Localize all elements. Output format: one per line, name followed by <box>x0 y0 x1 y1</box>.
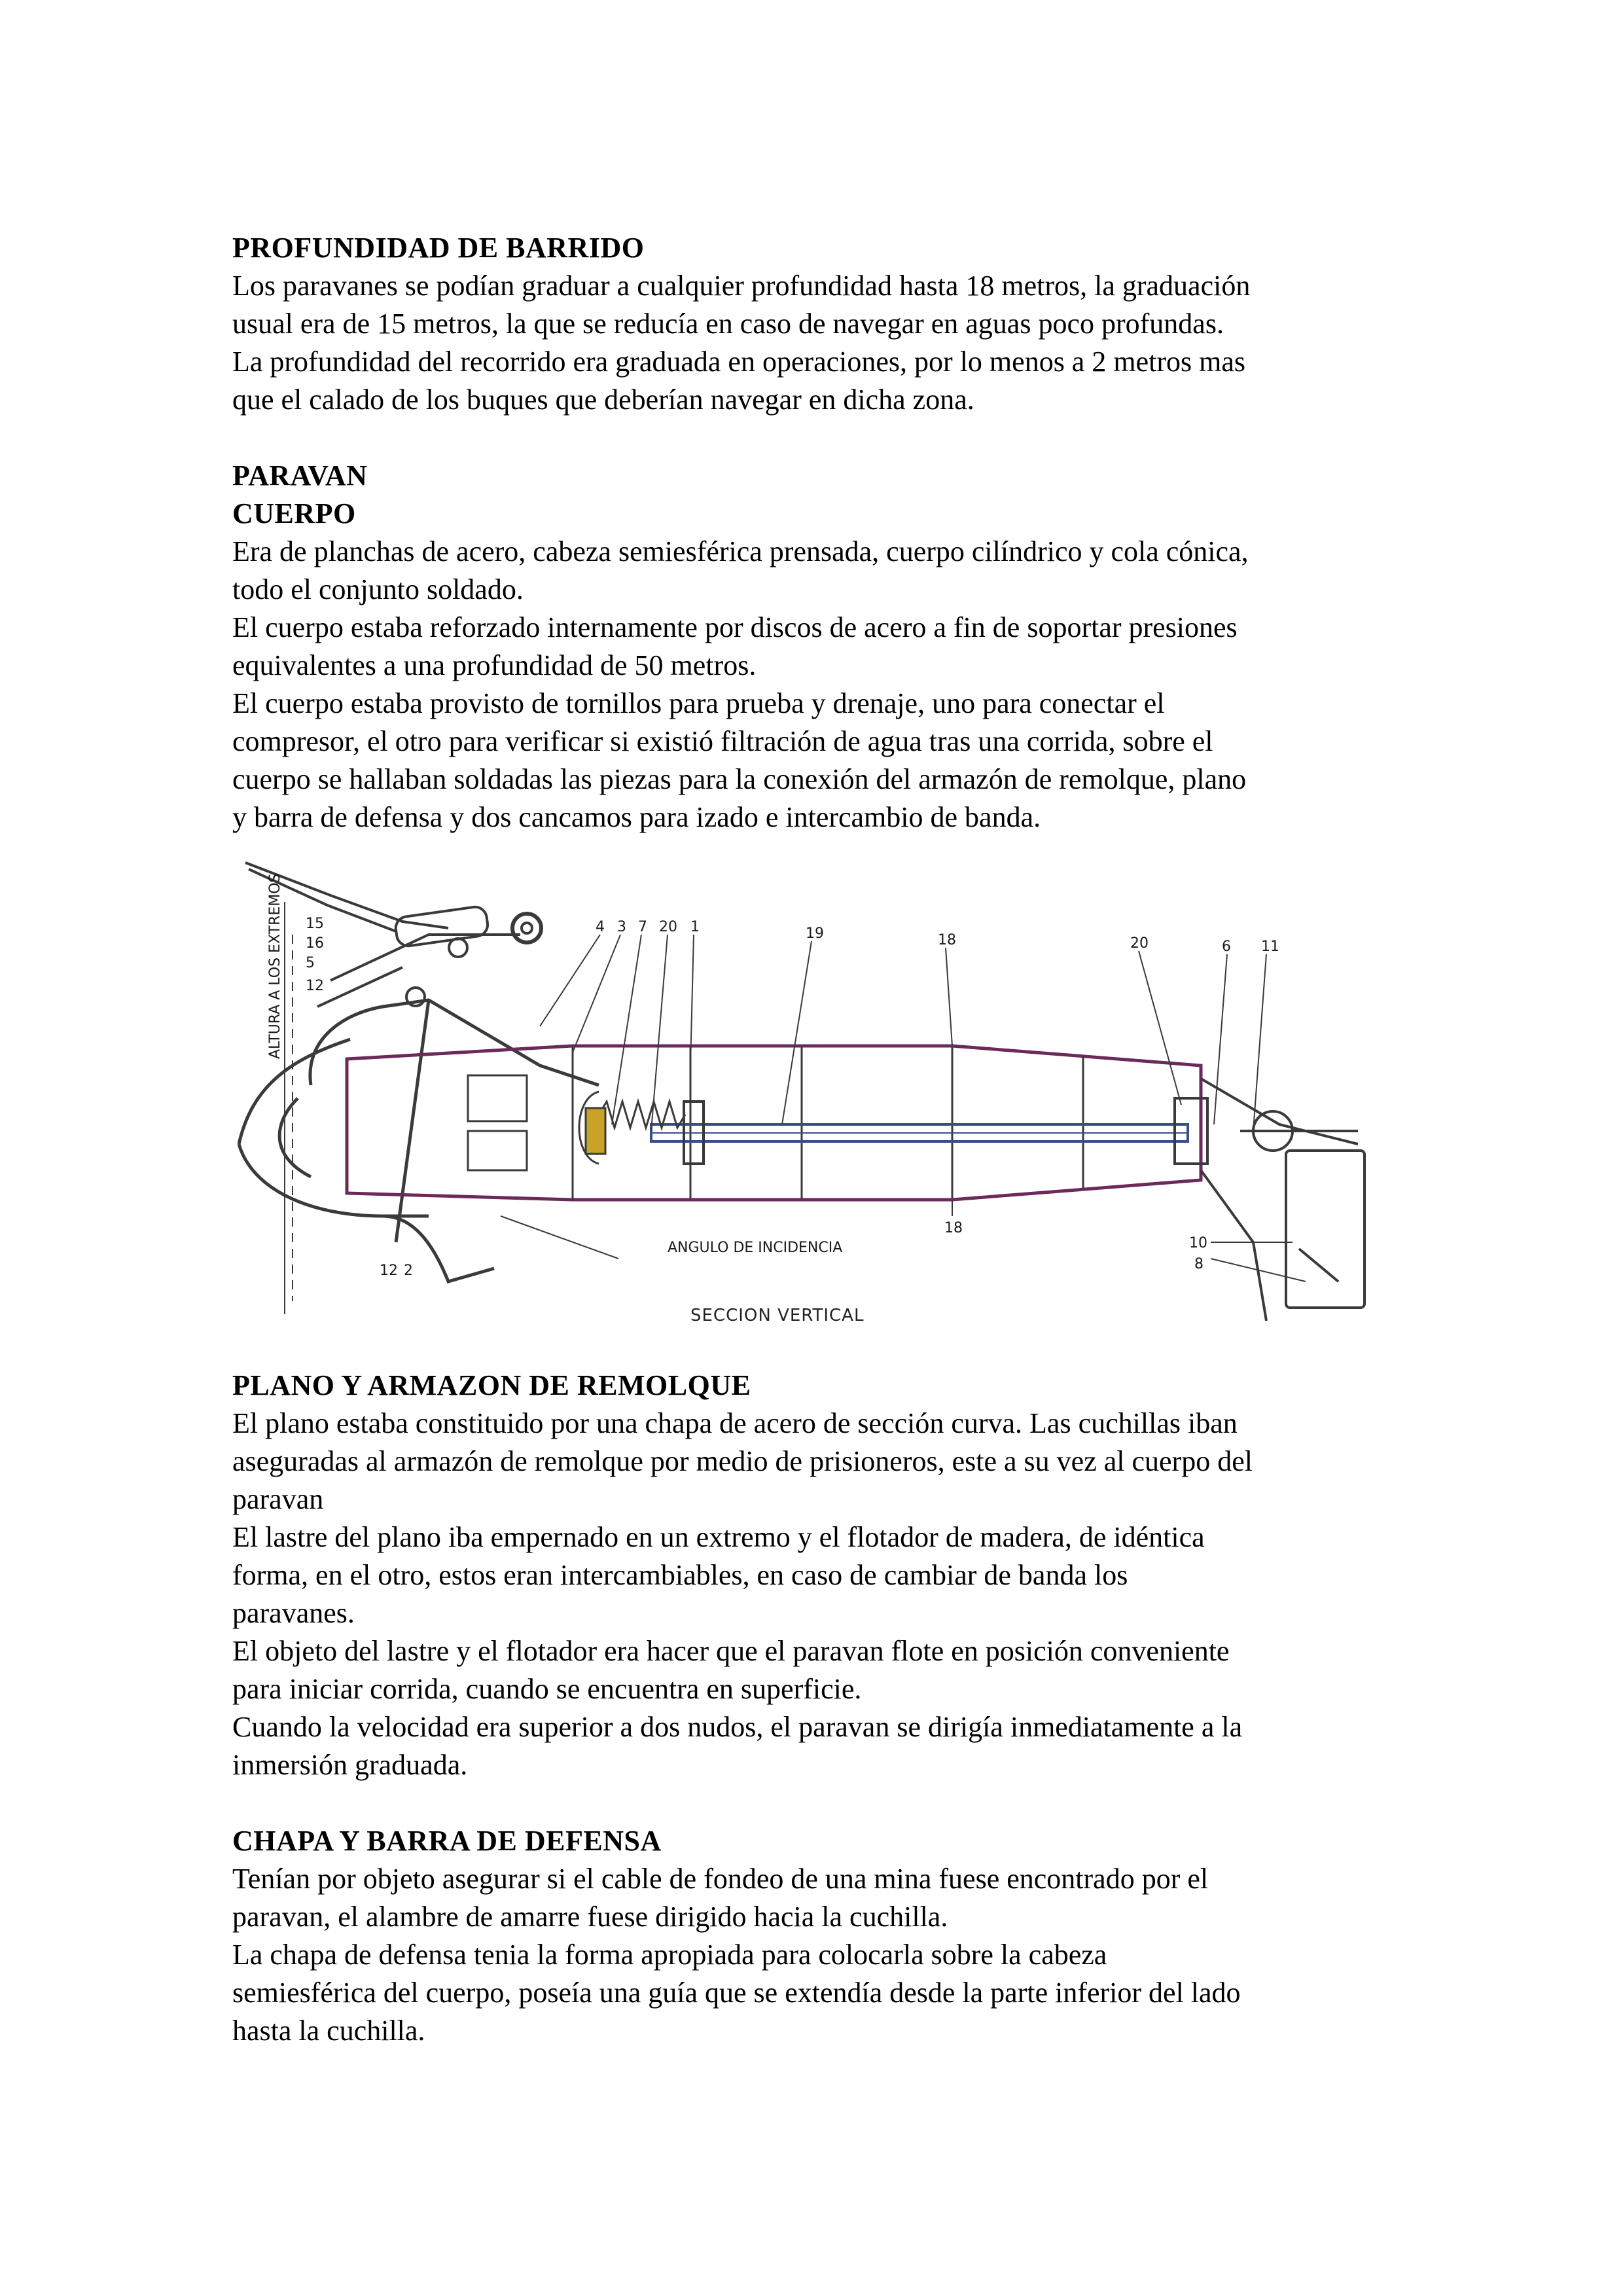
towing-arm <box>245 863 541 1007</box>
paragraph-line: El cuerpo estaba provisto de tornillos para prueba y drenaje, uno para conectar el <box>232 687 1165 719</box>
part-number-3: 3 <box>617 919 626 935</box>
paragraph-line: que el calado de los buques que deberían navegar en dicha zona. <box>232 384 974 416</box>
section-heading-profundidad: PROFUNDIDAD DE BARRIDO <box>232 232 645 264</box>
paravan-section-diagram <box>232 850 1384 1347</box>
paragraph-line: El objeto del lastre y el flotador era hacer que el paravan flote en posición conveniente <box>232 1635 1230 1667</box>
part-number-5: 5 <box>306 955 315 971</box>
part-number-20: 20 <box>659 919 677 935</box>
part-number-7: 7 <box>638 919 647 935</box>
part-number-4: 4 <box>596 919 605 935</box>
part-number-18-top: 18 <box>938 932 956 948</box>
section-heading-plano: PLANO Y ARMAZON DE REMOLQUE <box>232 1369 751 1401</box>
figure-caption: SECCION VERTICAL <box>690 1306 865 1325</box>
paragraph-line: paravan, el alambre de amarre fuese dirigido hacia la cuchilla. <box>232 1901 948 1933</box>
part-number-12: 12 <box>306 978 324 994</box>
paragraph-line: hasta la cuchilla. <box>232 2015 425 2047</box>
paragraph-line: forma, en el otro, estos eran intercambiables, en caso de cambiar de banda los <box>232 1559 1128 1591</box>
paragraph-line: Tenían por objeto asegurar si el cable de fondeo de una mina fuese encontrado por el <box>232 1863 1209 1895</box>
paragraph-line: La chapa de defensa tenia la forma apropiada para colocarla sobre la cabeza <box>232 1939 1107 1971</box>
central-rod <box>586 1098 1207 1164</box>
paragraph-line: paravanes. <box>232 1597 355 1629</box>
paragraph-line: El plano estaba constituido por una chapa de acero de sección curva. Las cuchillas iban <box>232 1407 1238 1439</box>
part-number-6: 6 <box>1222 939 1231 955</box>
paravan-diagram-svg <box>232 850 1384 1347</box>
paragraph-line: paravan <box>232 1483 324 1515</box>
paragraph-line: El lastre del plano iba empernado en un extremo y el flotador de madera, de idéntica <box>232 1521 1205 1553</box>
part-number-12-bottom: 12 <box>380 1263 398 1279</box>
paragraph-line: cuerpo se hallaban soldadas las piezas para la conexión del armazón de remolque, plano <box>232 763 1247 795</box>
vertical-dimension-label: ALTURA A LOS EXTREMOS <box>267 873 283 1059</box>
section-spacer <box>232 1784 1404 1822</box>
part-number-2: 2 <box>404 1263 413 1279</box>
paragraph-line: aseguradas al armazón de remolque por medio de prisioneros, este a su vez al cuerpo del <box>232 1445 1253 1477</box>
subsection-heading-cuerpo: CUERPO <box>232 497 356 529</box>
document-page <box>232 229 1404 2050</box>
paragraph-line: inmersión graduada. <box>232 1749 468 1781</box>
part-number-16: 16 <box>306 935 324 952</box>
part-number-18-bottom: 18 <box>944 1220 963 1236</box>
tail-assembly <box>1201 1079 1364 1321</box>
section-spacer <box>232 419 1404 457</box>
paragraph-line: Era de planchas de acero, cabeza semiesférica prensada, cuerpo cilíndrico y cola cónica, <box>232 535 1249 567</box>
part-number-11: 11 <box>1261 939 1279 955</box>
paragraph-line: compresor, el otro para verificar si existió filtración de agua tras una corrida, sobre el <box>232 725 1213 757</box>
paragraph-line: semiesférica del cuerpo, poseía una guía que se extendía desde la parte inferior del lado <box>232 1977 1241 2009</box>
paragraph-line: usual era de 15 metros, la que se reducía en caso de navegar en aguas poco profundas. <box>232 308 1224 340</box>
part-number-19: 19 <box>806 925 824 942</box>
paragraph-line: La profundidad del recorrido era graduada en operaciones, por lo menos a 2 metros mas <box>232 346 1245 378</box>
part-number-1: 1 <box>690 919 700 935</box>
angle-of-incidence-label: ANGULO DE INCIDENCIA <box>668 1240 843 1256</box>
paragraph-line: para iniciar corrida, cuando se encuentra en superficie. <box>232 1673 862 1705</box>
paragraph-line: todo el conjunto soldado. <box>232 573 524 605</box>
paravan-body <box>347 1046 1201 1200</box>
part-number-8: 8 <box>1194 1256 1204 1272</box>
paragraph-line: Los paravanes se podían graduar a cualquier profundidad hasta 18 metros, la graduación <box>232 270 1251 302</box>
section-heading-chapa: CHAPA Y BARRA DE DEFENSA <box>232 1825 662 1857</box>
part-number-15: 15 <box>306 916 324 932</box>
paragraph-line: equivalentes a una profundidad de 50 metros. <box>232 649 757 681</box>
part-number-20-tail: 20 <box>1130 935 1149 952</box>
paragraph-line: El cuerpo estaba reforzado internamente por discos de acero a fin de soportar presiones <box>232 611 1238 643</box>
part-number-10: 10 <box>1189 1235 1207 1251</box>
paragraph-line: Cuando la velocidad era superior a dos nudos, el paravan se dirigía inmediatamente a la <box>232 1711 1243 1743</box>
paragraph-line: y barra de defensa y dos cancamos para izado e intercambio de banda. <box>232 801 1041 833</box>
section-heading-paravan: PARAVAN <box>232 459 368 492</box>
